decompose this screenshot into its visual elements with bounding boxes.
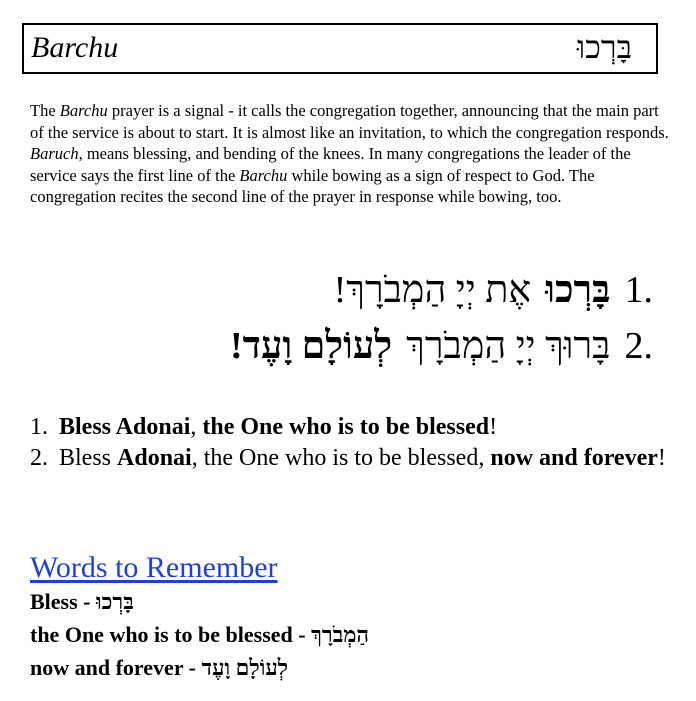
translation-item — [30, 412, 670, 443]
hebrew-bold-text: בָּרְכוּ — [545, 269, 611, 311]
intro-text: while bowing as a sign of respect to God. The congregation recites the second line of the prayer in response while bowing, too. — [30, 165, 595, 207]
translation-item — [30, 443, 670, 474]
word-item-forever — [30, 655, 288, 681]
word-item-bless — [30, 589, 134, 615]
word-english: Bless - — [30, 589, 96, 614]
intro-paragraph — [30, 100, 670, 208]
intro-text: The — [30, 101, 60, 120]
word-english: now and forever - — [30, 655, 202, 680]
hebrew-bold-text: לְעוֹלָם וָעֶד! — [230, 325, 393, 367]
title-box — [22, 23, 658, 74]
title-english: Barchu — [31, 31, 119, 64]
word-english: the One who is to be blessed - — [30, 622, 312, 647]
hebrew-text: בָּרוּךְ יְיָ הַמְבֹרָךְ — [406, 325, 611, 367]
intro-text: , means blessing, and bending of the knees. In many congregations the leader of the service says the first line of the — [30, 144, 631, 185]
line-number: 2. — [624, 325, 653, 367]
translation-text: Bless Adonai, the One who is to be blessed! — [59, 414, 498, 440]
intro-text: prayer is a signal - it calls the congregation together, announcing that the main part of the service is about to start. It is almost like an invitation, to which the congregation responds. — [30, 101, 669, 142]
intro-barchu-term: Barchu — [239, 165, 288, 185]
hebrew-text: אֶת יְיָ הַמְבֹרָךְ! — [333, 269, 532, 311]
translation-text: Bless Adonai, the One who is to be blessed, now and forever! — [59, 445, 666, 471]
translation-list — [30, 412, 670, 474]
word-hebrew: לְעוֹלָם וָעֶד — [201, 655, 289, 680]
hebrew-line-1 — [334, 268, 653, 312]
item-number: 1. — [30, 414, 48, 440]
item-number: 2. — [30, 445, 48, 471]
word-item-blessed-one — [30, 622, 369, 648]
words-to-remember-heading: Words to Remember — [30, 551, 278, 584]
word-hebrew: הַמְבֹרָךְ — [311, 622, 370, 647]
intro-barchu-term: Barchu — [59, 101, 108, 120]
word-hebrew: בָּרְכוּ — [96, 589, 134, 614]
line-number: 1. — [624, 269, 653, 311]
title-hebrew: בָּרְכוּ — [577, 29, 632, 65]
hebrew-line-2 — [230, 324, 653, 368]
intro-baruch-term: Baruch — [30, 144, 79, 164]
